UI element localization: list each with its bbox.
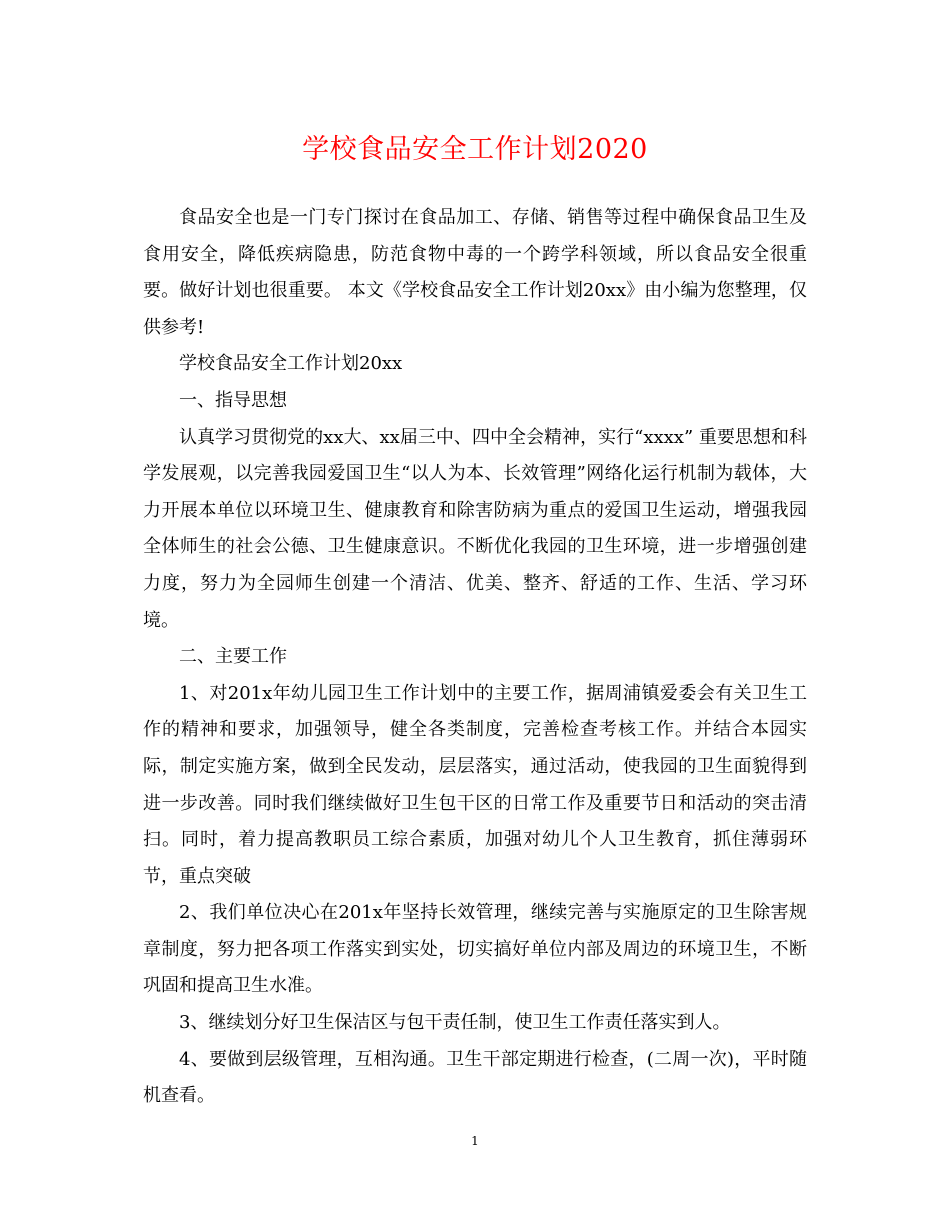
section-heading-guiding-ideology: 一、指导思想 bbox=[179, 389, 287, 411]
intro-paragraph: 食品安全也是一门专门探讨在食品加工、存储、销售等过程中确保食品卫生及食用安全，降低疾病隐患，防范食物中毒的一个跨学科领域，所以食品安全很重要。做好计划也很重要。 本文《学校食品安全工作计划20xx》由小编为您整理，仅供参考! bbox=[143, 207, 807, 338]
document-title: 学校食品安全工作计划2020 bbox=[302, 134, 648, 165]
page-number: 1 bbox=[471, 1134, 479, 1148]
subtitle-paragraph: 学校食品安全工作计划20xx bbox=[179, 353, 403, 375]
main-work-item-3: 3、继续划分好卫生保洁区与包干责任制，使卫生工作责任落实到人。 bbox=[179, 1012, 731, 1034]
main-work-item-1: 1、对201x年幼儿园卫生工作计划中的主要工作，据周浦镇爱委会有关卫生工作的精神和要求，加强领导，健全各类制度，完善检查考核工作。并结合本园实际，制定实施方案，做到全民发动，层层落实，通过活动，使我园的卫生面貌得到进一步改善。同时我们继续做好卫生包干区的日常工作及重要节日和活动的突击清扫。同时，着力提高教职员工综合素质，加强对幼儿个人卫生教育，抓住薄弱环节，重点突破 bbox=[143, 682, 807, 887]
main-work-item-2: 2、我们单位决心在201x年坚持长效管理，继续完善与实施原定的卫生除害规章制度，努力把各项工作落实到实处，切实搞好单位内部及周边的环境卫生，不断巩固和提高卫生水准。 bbox=[143, 902, 807, 997]
guiding-ideology-paragraph: 认真学习贯彻党的xx大、xx届三中、四中全会精神，实行“xxxx” 重要思想和科学发展观，以完善我园爱国卫生“以人为本、长效管理”网络化运行机制为载体，大力开展本单位以环境卫生、健康教育和除害防病为重点的爱国卫生运动，增强我园全体师生的社会公德、卫生健康意识。不断优化我园的卫生环境，进一步增强创建力度，努力为全园师生创建一个清洁、优美、整齐、舒适的工作、生活、学习环境。 bbox=[143, 426, 807, 631]
main-work-item-4: 4、要做到层级管理，互相沟通。卫生干部定期进行检查，(二周一次)，平时随机查看。 bbox=[143, 1048, 807, 1107]
document-body bbox=[143, 200, 807, 1115]
section-heading-main-work: 二、主要工作 bbox=[179, 646, 287, 668]
